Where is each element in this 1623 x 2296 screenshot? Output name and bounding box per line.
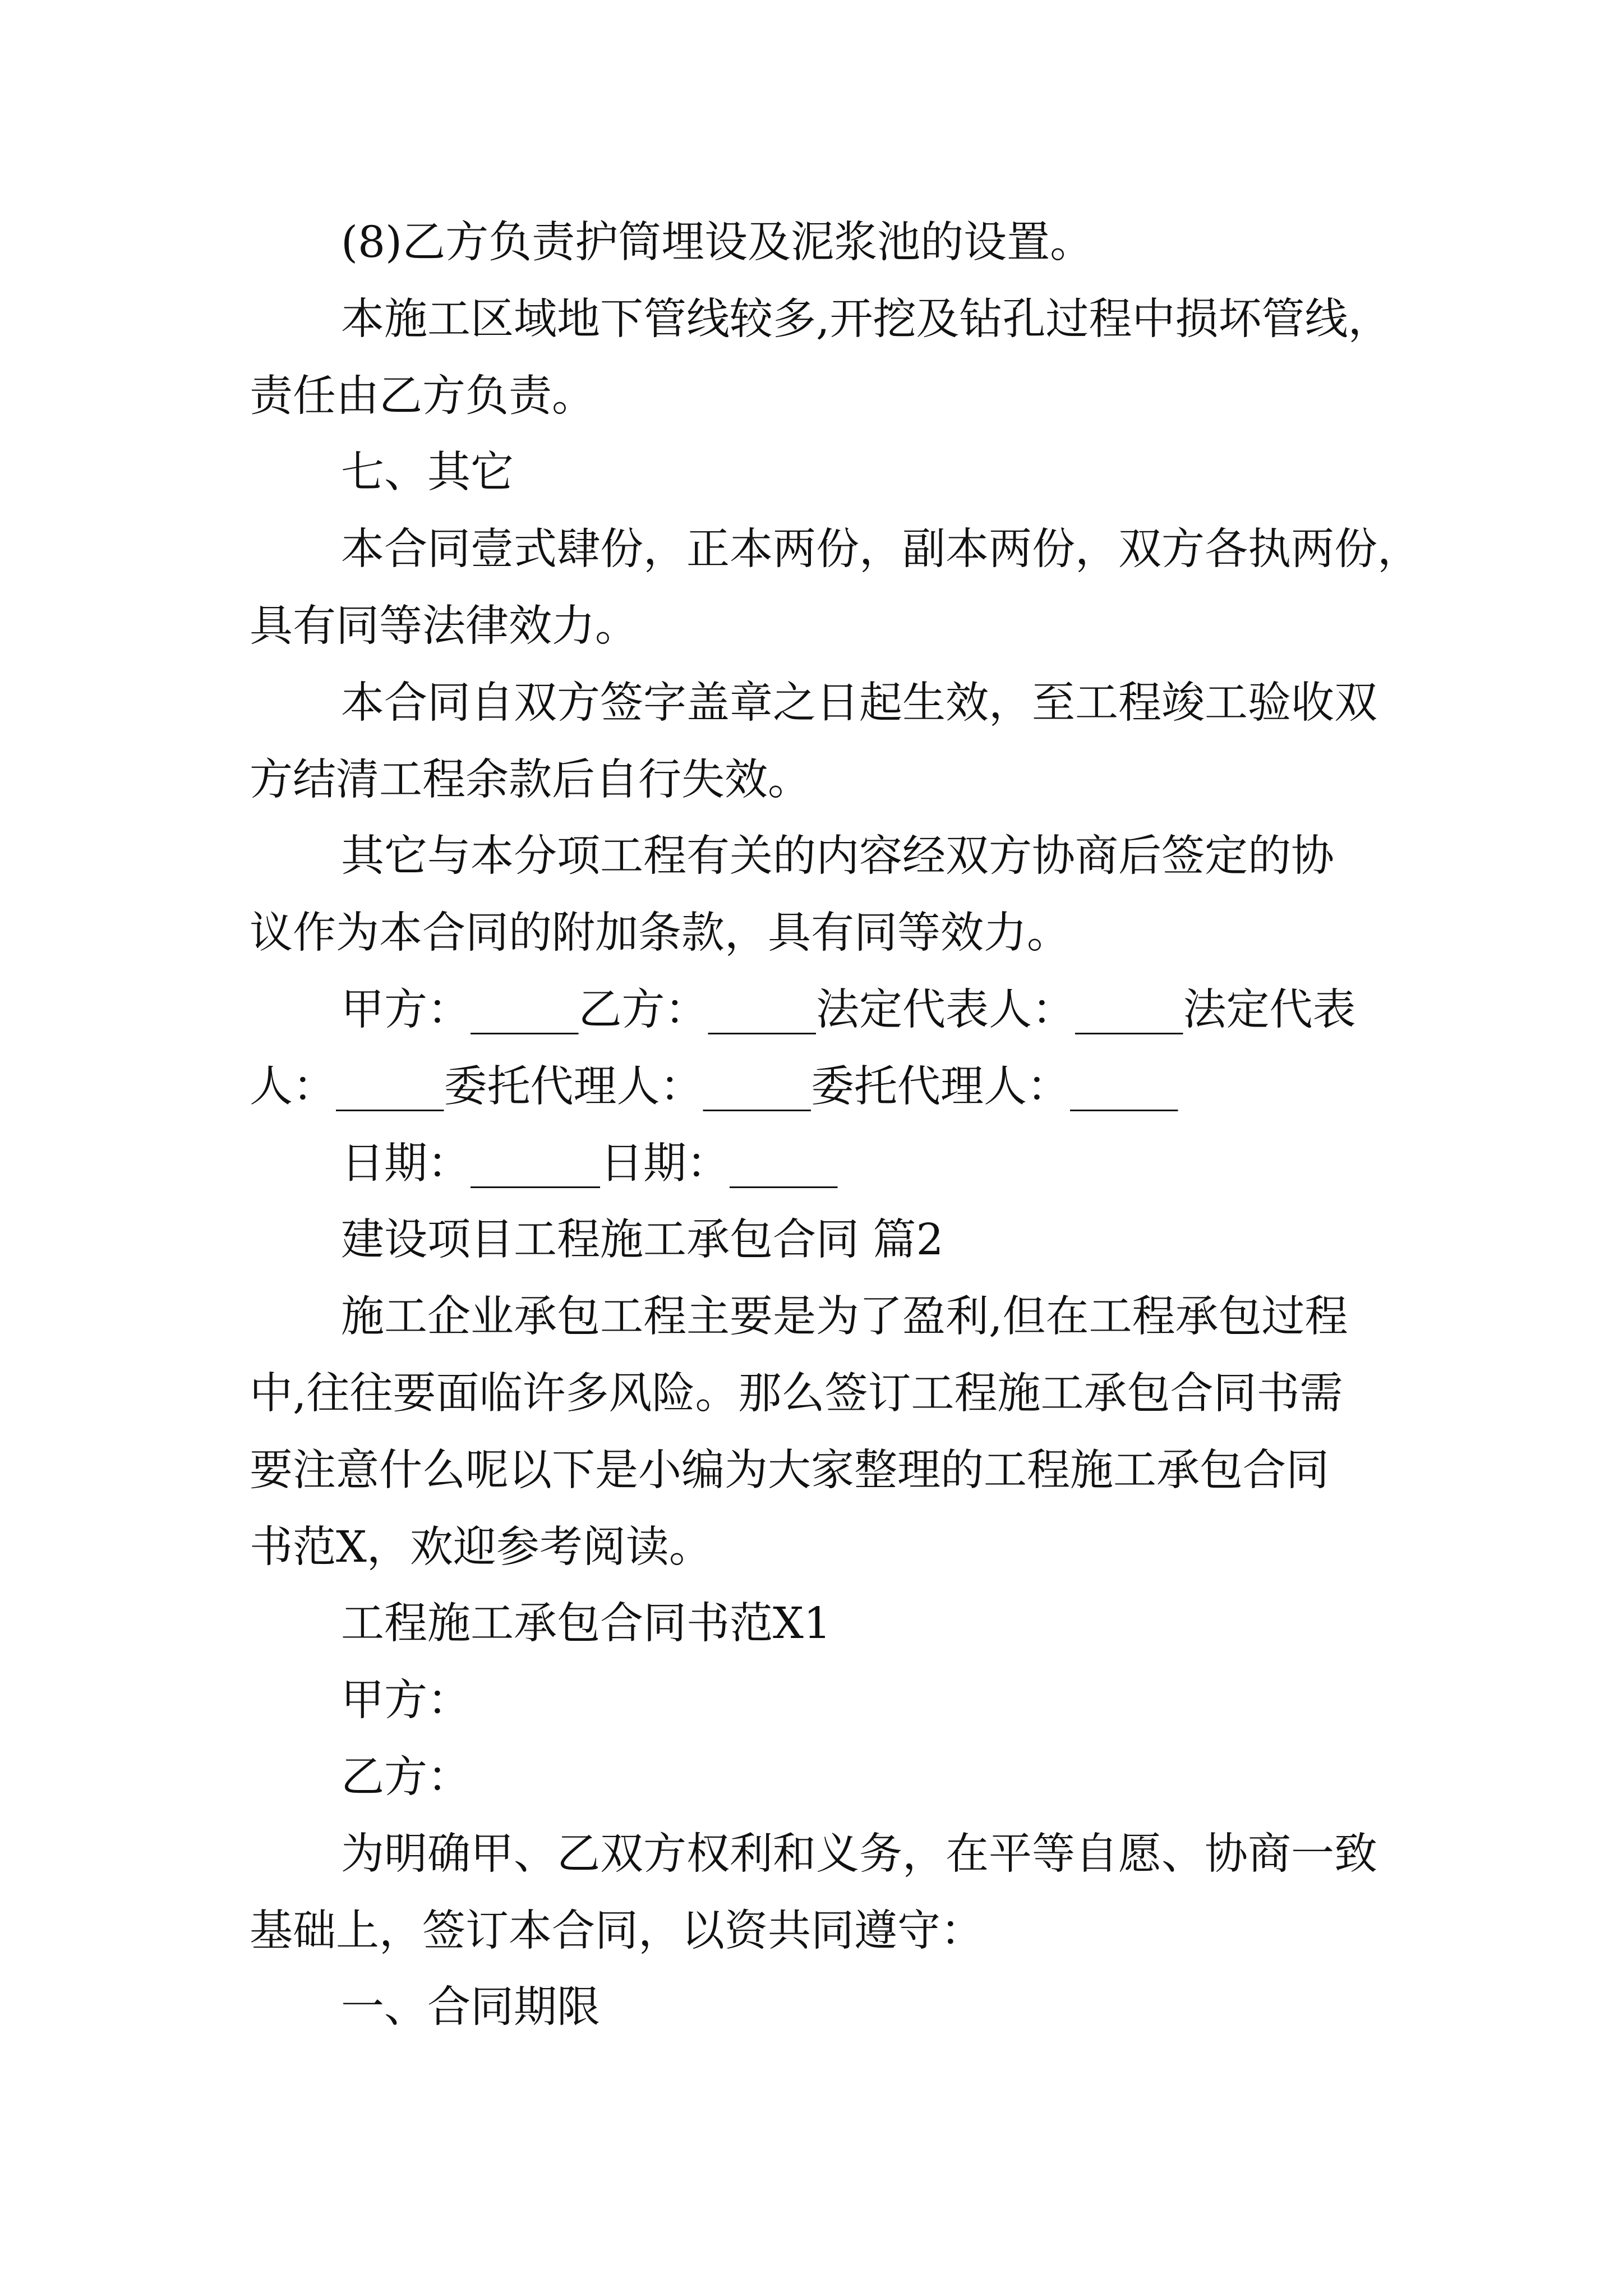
section-title: 建设项目工程施工承包合同 篇2 <box>341 1215 944 1265</box>
section-heading: 七、其它 <box>341 448 514 498</box>
section-heading: 一、合同期限 <box>341 1982 600 2032</box>
paragraph-line: 本合同自双方签字盖章之日起生效，至工程竣工验收双 <box>341 678 1377 728</box>
paragraph-line: 议作为本合同的附加条款，具有同等效力。 <box>250 908 1070 958</box>
paragraph-line: 书范X，欢迎参考阅读。 <box>250 1522 712 1572</box>
date-line: 日期：______日期：_____ <box>341 1139 838 1189</box>
paragraph-line: 本施工区域地下管线较多,开挖及钻孔过程中损坏管线， <box>341 295 1391 344</box>
paragraph-line: 为明确甲、乙双方权利和义务，在平等自愿、协商一致 <box>341 1829 1377 1879</box>
paragraph-line: 其它与本分项工程有关的内容经双方协商后签定的协 <box>341 831 1334 881</box>
section-title: 工程施工承包合同书范X1 <box>341 1599 831 1649</box>
paragraph-line: 方结清工程余款后自行失效。 <box>250 755 811 805</box>
signature-line: 人：_____委托代理人：_____委托代理人：_____ <box>250 1062 1178 1112</box>
paragraph-line: (8)乙方负责护筒埋设及泥浆池的设置。 <box>341 218 1094 268</box>
paragraph-line: 中,往往要面临许多风险。那么签订工程施工承包合同书需 <box>250 1369 1343 1419</box>
paragraph-line: 要注意什么呢以下是小编为大家整理的工程施工承包合同 <box>250 1446 1329 1496</box>
paragraph-line: 具有同等法律效力。 <box>250 601 638 651</box>
paragraph-line: 责任由乙方负责。 <box>250 371 595 421</box>
paragraph-line: 施工企业承包工程主要是为了盈利,但在工程承包过程 <box>341 1292 1348 1342</box>
paragraph-line: 本合同壹式肆份，正本两份，副本两份，双方各执两份， <box>341 524 1421 574</box>
signature-line: 甲方：_____乙方：_____法定代表人：_____法定代表 <box>341 985 1356 1035</box>
party-b-line: 乙方： <box>341 1752 471 1802</box>
party-a-line: 甲方： <box>341 1676 471 1726</box>
paragraph-line: 基础上，签订本合同，以资共同遵守： <box>250 1906 984 1956</box>
